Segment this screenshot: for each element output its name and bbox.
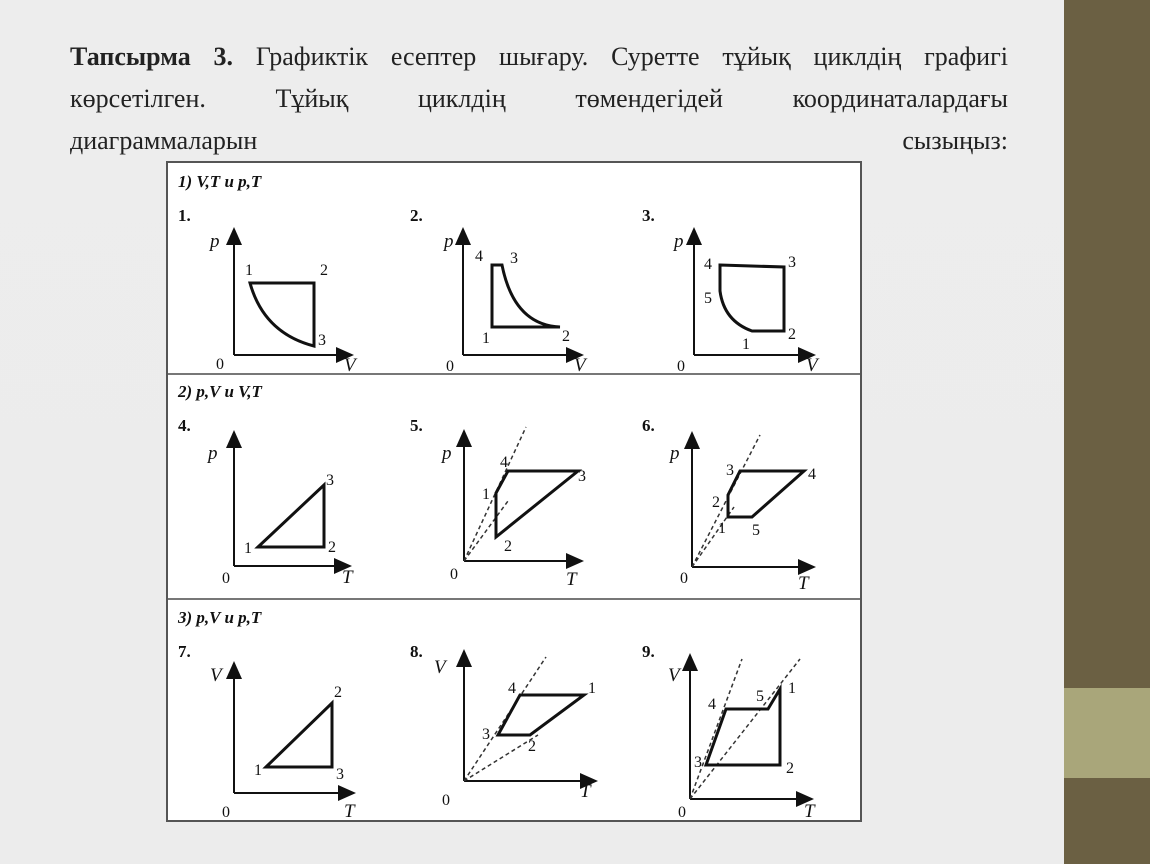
- x-axis-label: T: [342, 567, 353, 588]
- task-line-1: [70, 36, 1008, 78]
- point-label: 2: [712, 494, 720, 511]
- x-axis-label: V: [806, 355, 818, 376]
- point-label: 2: [528, 738, 536, 755]
- graph-9: [642, 642, 816, 820]
- graph-3: [642, 206, 820, 376]
- point-label: 1: [254, 762, 262, 779]
- graph-number: 4.: [178, 416, 191, 435]
- graph-number: 2.: [410, 206, 423, 225]
- point-label: 3: [336, 766, 344, 783]
- cycle-path: [492, 265, 560, 327]
- point-label: 2: [328, 539, 336, 556]
- task-line-3-right: сызыңыз:: [902, 126, 1008, 155]
- cycle-path: [498, 695, 584, 735]
- side-bar-dark-top: [1064, 0, 1150, 688]
- point-label: 2: [504, 538, 512, 555]
- point-label: 3: [578, 468, 586, 485]
- x-axis-label: T: [580, 781, 591, 802]
- graph-1: [178, 206, 358, 376]
- point-label: 1: [788, 680, 796, 697]
- point-label: 5: [752, 522, 760, 539]
- cycle-graphs-figure: [166, 161, 862, 822]
- isochore-line: [464, 657, 546, 781]
- task-text: [70, 36, 1008, 162]
- task-line-3-left: диаграммаларын: [70, 126, 258, 155]
- isochore-line: [464, 735, 538, 781]
- task-label: Тапсырма 3.: [70, 42, 234, 71]
- point-label: 2: [788, 326, 796, 343]
- y-axis-label: p: [670, 443, 680, 464]
- origin-label: 0: [216, 356, 224, 373]
- graph-2: [410, 206, 588, 376]
- point-label: 1: [244, 540, 252, 557]
- point-label: 2: [562, 328, 570, 345]
- graph-number: 1.: [178, 206, 191, 225]
- point-label: 4: [808, 466, 816, 483]
- cycle-path: [706, 689, 780, 765]
- cycle-path: [496, 471, 578, 537]
- point-label: 2: [786, 760, 794, 777]
- point-label: 4: [508, 680, 516, 697]
- side-bar-dark-bottom: [1064, 778, 1150, 864]
- point-label: 3: [788, 254, 796, 271]
- origin-label: 0: [450, 566, 458, 583]
- point-label: 5: [756, 688, 764, 705]
- point-label: 1: [718, 520, 726, 537]
- origin-label: 0: [222, 570, 230, 587]
- task-line-2: көрсетілген. Тұйық циклдің төмендегідей координаталардағы: [70, 84, 1008, 113]
- graph-number: 5.: [410, 416, 423, 435]
- graph-4: [178, 416, 354, 588]
- cycle-path: [258, 485, 324, 547]
- x-axis-label: T: [804, 801, 815, 820]
- y-axis-label: V: [210, 665, 222, 686]
- graph-number: 6.: [642, 416, 655, 435]
- y-axis-label: V: [668, 665, 680, 686]
- cycle-path: [266, 703, 332, 767]
- side-bar-light: [1064, 688, 1150, 778]
- y-axis-label: p: [444, 231, 454, 252]
- point-label: 3: [726, 462, 734, 479]
- point-label: 4: [708, 696, 716, 713]
- task-line-3: [70, 120, 1008, 162]
- origin-label: 0: [446, 358, 454, 375]
- cycle-path: [250, 283, 314, 346]
- y-axis-label: p: [674, 231, 684, 252]
- x-axis-label: T: [344, 801, 355, 820]
- y-axis-label: p: [442, 443, 452, 464]
- y-axis-label: p: [208, 443, 218, 464]
- origin-label: 0: [222, 804, 230, 820]
- point-label: 4: [475, 248, 483, 265]
- cycle-path: [728, 471, 804, 517]
- point-label: 2: [334, 684, 342, 701]
- graph-number: 3.: [642, 206, 655, 225]
- point-label: 5: [704, 290, 712, 307]
- isochore-line: [690, 659, 742, 799]
- origin-label: 0: [680, 570, 688, 587]
- point-label: 3: [326, 472, 334, 489]
- point-label: 1: [482, 486, 490, 503]
- graph-7: [178, 642, 356, 820]
- graph-number: 9.: [642, 642, 655, 661]
- x-axis-label: T: [798, 573, 809, 594]
- graph-6: [642, 416, 816, 594]
- graph-number: 7.: [178, 642, 191, 661]
- point-label: 2: [320, 262, 328, 279]
- task-line-1-text: Графиктік есептер шығару. Суретте тұйық циклдің графигі: [255, 42, 1008, 71]
- origin-label: 0: [442, 792, 450, 809]
- point-label: 1: [742, 336, 750, 353]
- origin-label: 0: [677, 358, 685, 375]
- point-label: 3: [694, 754, 702, 771]
- cycle-path: [720, 265, 784, 331]
- point-label: 1: [482, 330, 490, 347]
- x-axis-label: V: [574, 355, 586, 376]
- point-label: 1: [588, 680, 596, 697]
- graphs-svg: [168, 163, 860, 820]
- section-label-1: 1) V,T и p,T: [178, 172, 262, 191]
- point-label: 3: [318, 332, 326, 349]
- point-label: 4: [500, 454, 508, 471]
- point-label: 4: [704, 256, 712, 273]
- graph-5: [410, 416, 586, 590]
- origin-label: 0: [678, 804, 686, 820]
- section-label-3: 3) p,V и p,T: [178, 608, 262, 627]
- isochore-line: [692, 435, 760, 567]
- x-axis-label: V: [344, 355, 356, 376]
- point-label: 1: [245, 262, 253, 279]
- y-axis-label: p: [210, 231, 220, 252]
- section-label-2: 2) p,V и V,T: [178, 382, 262, 401]
- y-axis-label: V: [434, 657, 446, 678]
- graph-8: [410, 642, 596, 809]
- graph-number: 8.: [410, 642, 423, 661]
- x-axis-label: T: [566, 569, 577, 590]
- point-label: 3: [510, 250, 518, 267]
- point-label: 3: [482, 726, 490, 743]
- isochore-line: [690, 659, 800, 799]
